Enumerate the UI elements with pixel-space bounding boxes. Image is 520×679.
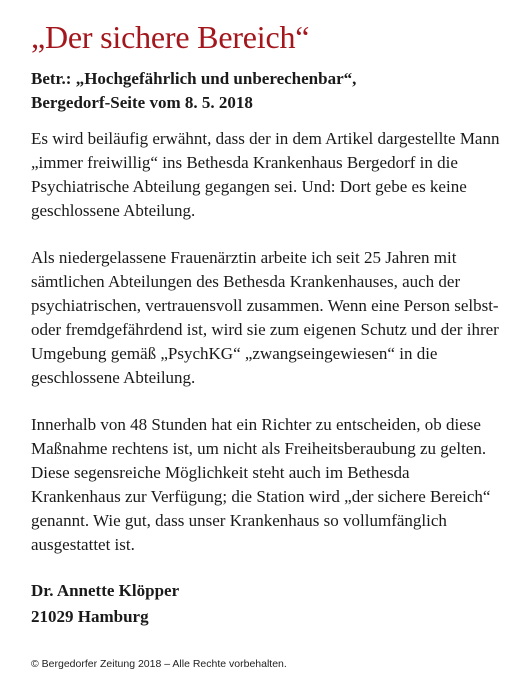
reference-line-subject: Betr.: „Hochgefährlich und unberechenbar“, <box>31 69 357 88</box>
signature <box>31 578 501 630</box>
author-location: 21029 Hamburg <box>31 607 149 626</box>
body-paragraph-1: Es wird beiläufig erwähnt, dass der in dem Artikel dargestellte Mann „immer freiwillig“ ins Bethesda Krankenhaus Bergedorf in die Psychiatrische Abteilung gegangen sei. Und: Dort gebe es keine geschlossene Abteilung. <box>31 129 500 220</box>
author-name: Dr. Annette Klöpper <box>31 581 180 600</box>
body-paragraph-2: Als niedergelassene Frauenärztin arbeite ich seit 25 Jahren mit sämtlichen Abteilungen des Bethesda Krankenhauses, auch der psychiatrischen, vertrauensvoll zusammen. Wenn eine Person selbst- oder fremdgefährdend ist, wird sie zum eigenen Schutz und der ihrer Umgebung gemäß „PsychKG“ „zwangseingewiesen“ in die geschlossene Abteilung. <box>31 248 499 387</box>
copyright-footer: © Bergedorfer Zeitung 2018 – Alle Rechte vorbehalten. <box>31 658 287 670</box>
reference-line <box>31 67 501 115</box>
reference-line-date: Bergedorf-Seite vom 8. 5. 2018 <box>31 93 253 112</box>
letter-article <box>31 18 501 630</box>
headline: „Der sichere Bereich“ <box>31 19 310 55</box>
body-paragraph-3: Innerhalb von 48 Stunden hat ein Richter zu entscheiden, ob diese Maßnahme rechtens ist, um nicht als Freiheitsberaubung zu gelten. Diese segensreiche Möglichkeit steht auch im Bethesda Krankenhaus zur Verfügung; die Station wird „der sichere Bereich“ genannt. Wie gut, dass unser Krankenhaus so vollumfänglich ausgestattet ist. <box>31 415 491 554</box>
